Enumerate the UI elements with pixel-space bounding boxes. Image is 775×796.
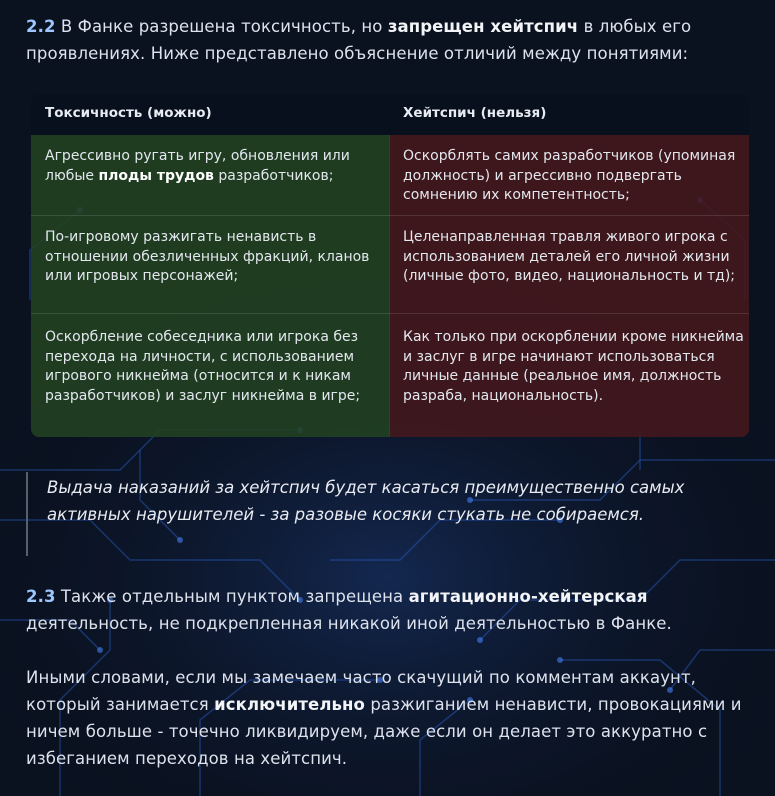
table-cell-toxicity: По-игровому разжигать ненависть в отношении обезличенных фракций, кланов или игровых персонажей;	[45, 229, 370, 284]
table-cell-hatespeech: Целенаправленная травля живого игрока с использованием деталей его личной жизни (личные фото, видео, национальность и тд);	[403, 229, 736, 284]
header-toxicity: Токсичность (можно)	[45, 105, 212, 121]
column-divider	[389, 135, 390, 437]
text: Агрессивно ругать игру, обновления или любые	[45, 148, 350, 184]
section-2-3-paragraph	[26, 583, 746, 637]
table-cell-toxicity: Оскорбление собеседника или игрока без перехода на личности, с использованием игрового никнейма (относится и к никам разработчиков) и заслуг никнейма в игре;	[45, 329, 361, 404]
section-number: 2.2	[26, 17, 56, 36]
bold-text: исключительно	[214, 695, 365, 714]
table-cell-hatespeech: Как только при оскорблении кроме никнейма и заслуг в игре начинают использоваться личные данные (реальное имя, должность разраба, национальность).	[403, 329, 744, 404]
text: разжиганием ненависти, провокациями и ничем больше - точечно ликвидируем, даже если он делает это аккуратно с избеганием переходов на хейтспич.	[26, 695, 742, 768]
table-cell-hatespeech: Оскорблять самих разработчиков (упоминая должность) и агрессивно подвергать сомнению их компетентность;	[403, 148, 736, 203]
blockquote	[26, 472, 728, 556]
table-cell-toxicity	[45, 147, 381, 186]
row-divider	[31, 215, 749, 216]
text: Также отдельным пунктом запрещена	[55, 587, 409, 606]
text: в любых его проявлениях. Ниже представлено объяснение отличий между понятиями:	[26, 17, 692, 63]
section-2-2-paragraph	[26, 13, 746, 67]
bold-text: запрещен хейтспич	[387, 17, 579, 36]
table-header	[31, 94, 749, 135]
text: Иными словами, если мы замечаем часто скачущий по комментам аккаунт, который занимается	[26, 668, 697, 714]
final-paragraph	[26, 664, 746, 772]
text: деятельность, не подкрепленная никакой иной деятельностью в Фанке.	[26, 614, 672, 633]
bold-text: плоды трудов	[98, 167, 214, 184]
text: разработчиков;	[213, 167, 334, 184]
section-number: 2.3	[26, 587, 56, 606]
row-divider	[31, 313, 749, 314]
quote-text: Выдача наказаний за хейтспич будет касаться преимущественно самых активных нарушителей - за разовые косяки стукать не собираемся.	[47, 478, 685, 524]
bold-text: агитационно-хейтерская	[408, 587, 648, 606]
comparison-table	[31, 94, 749, 437]
text: В Фанке разрешена токсичность, но	[55, 17, 388, 36]
header-hatespeech: Хейтспич (нельзя)	[403, 105, 547, 121]
